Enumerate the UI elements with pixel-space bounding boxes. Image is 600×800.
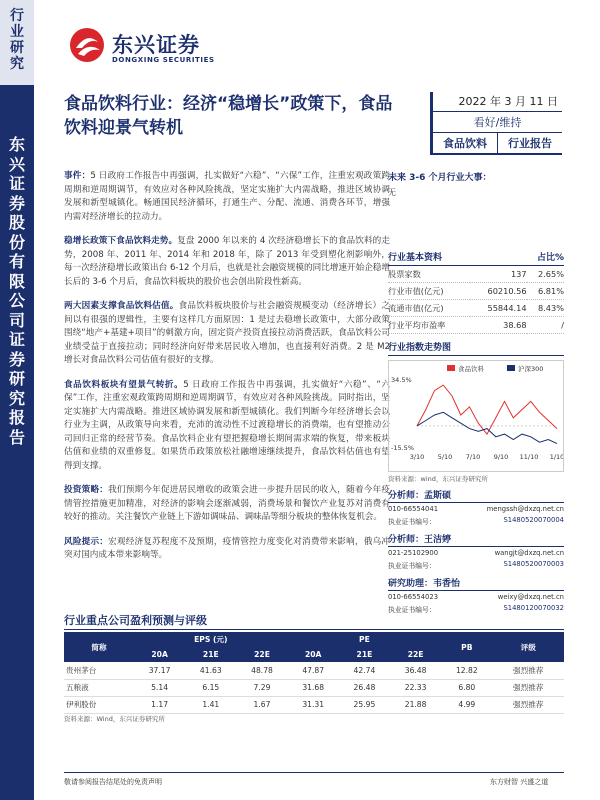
paragraph-lead: 食品饮料板块有望景气转折。 [64, 379, 184, 390]
x-tick-label: 9/10 [493, 453, 509, 461]
analyst-1-title: 分析师：孟斯硕 [388, 488, 564, 503]
paragraph-text: 食品饮料板块股价与社会融资规模变动（经济增长）之间以有很强的逻辑性，主要有这样几方面原因：1 是过去稳增长政策中，大部分政策围绕“地产+基建+项目”的刺激方向，固定资产投资直接拉动消费活跃，食品饮料公司业绩受益于直接拉动；同时经济向好带来居民收入增加，也直接利好消费。2 是 M2 增长对食品饮料公司估值有很好的支撑。 [64, 301, 390, 365]
body-paragraph [64, 300, 390, 368]
x-tick-label: 1/10 [549, 453, 563, 461]
analyst-2-contact: 021-25102900 wangjt@dxzq.net.cn [388, 548, 564, 557]
paragraph-lead: 风险提示： [64, 536, 109, 547]
left-sidebar-strip [0, 0, 34, 800]
y-tick-label: -15.5% [391, 444, 414, 452]
body-paragraph [64, 170, 390, 224]
report-info-box [430, 92, 562, 155]
legend-label: 沪深300 [518, 365, 544, 373]
basics-table [388, 266, 564, 334]
analyst-2-title: 分析师：王洁婷 [388, 532, 564, 547]
series-line-1 [417, 412, 557, 443]
paragraph-lead: 投资策略： [64, 485, 109, 495]
analyst-3-cert: 执业证书编号： S1480120070032 [388, 603, 564, 614]
paragraph-lead: 稳增长政策下食品饮料走势。 [64, 236, 178, 246]
basics-row: 行业平均市盈率 38.68 / [388, 317, 564, 334]
forecast-table-source: 资料来源：Wind，东兴证券研究所 [64, 715, 165, 723]
sidebar-top-label: 行业研究 [10, 8, 24, 72]
table-row: 伊利股份 1.17 1.41 1.67 31.31 25.95 21.88 4.99 强烈推荐 [64, 696, 564, 713]
forecast-table-title: 行业重点公司盈利预测与评级 [64, 614, 207, 627]
basics-title: 行业基本资料 [388, 253, 443, 263]
analyst-3-title: 研究助理：韦香怡 [388, 576, 564, 591]
report-tags [430, 133, 562, 155]
events-value: 无 [388, 188, 396, 197]
x-tick-label: 5/10 [437, 453, 453, 461]
forecast-subheader-row: 20A 21E 22E 20A 21E 22E [64, 647, 564, 662]
basics-pct-header: 占比% [536, 253, 564, 263]
basics-header [388, 250, 564, 266]
legend-swatch [447, 365, 455, 371]
basics-row: 行业市值(亿元) 60210.56 6.81% [388, 283, 564, 300]
basics-row: 股票家数 137 2.65% [388, 266, 564, 283]
chart-title [388, 340, 564, 356]
report-date: 2022 年 3 月 11 日 [430, 92, 562, 112]
x-tick-label: 7/10 [465, 453, 481, 461]
report-type-tag: 行业报告 [497, 133, 562, 153]
report-body [64, 170, 390, 574]
events-title: 未来 3-6 个月行业大事： [388, 173, 492, 183]
sidebar-bottom-block [0, 85, 34, 800]
trend-chart-svg [389, 361, 563, 471]
report-title: 食品饮料行业：经济“稳增长”政策下，食品饮料迎景气转机 [64, 94, 393, 138]
logo-english-name: DONGXING SECURITIES [112, 56, 215, 64]
forecast-table [64, 632, 564, 714]
paragraph-lead: 事件： [64, 171, 91, 181]
index-trend-chart [388, 360, 564, 472]
body-paragraph [64, 379, 390, 474]
logo-chinese-name: 东兴证券 [112, 33, 200, 57]
table-row: 五粮液 5.14 6.15 7.29 31.68 26.48 22.33 6.80 强烈推荐 [64, 679, 564, 696]
footer-disclaimer: 敬请参阅报告结尾处的免责声明 [64, 778, 162, 786]
legend-label: 食品饮料 [458, 365, 484, 373]
paragraph-text: 5 日政府工作报告中再强调，扎实做好“六稳”、“六保”工作，注重宏观政策跨周期和逆周期调节，有效应对各种风险挑战。同时指出，坚定实施扩大内需战略。推进区域协调发展和新型城镇化。我们判断今年经济增长会以行业为主调，从政策导向来看，充沛的流动性不过渡稳增长的消费端，也有望推动公司回归正常的经营节奏。食品饮料企业有望把握稳增长期间需求端的恢复，带来板块估值和业绩的双重修复。如果货币政策放松社融增速继续提升，食品饮料估值也有望得到支撑。 [64, 379, 390, 471]
industry-tag: 食品饮料 [443, 137, 487, 150]
body-paragraph [64, 536, 390, 563]
paragraph-text: 复盘 2000 年以来的 4 次经济稳增长下的食品饮料的走势，2008 年、2011 年、2014 年和 2018 年，除了 2013 年受到塑化剂影响外，每一次经济稳增长政策出台 6-12 个月后，也就是社会融资规模的同比增速开始企稳增长后的 3-6 个月后，食品饮料板块的股价也会创出阶段性新高。 [64, 236, 390, 287]
sidebar-top-block [0, 0, 34, 85]
body-paragraph [64, 235, 390, 289]
series-line-0 [417, 385, 557, 434]
chart-title-text: 行业指数走势图 [388, 343, 452, 353]
x-tick-label: 11/10 [519, 453, 539, 461]
analyst-2-cert: 执业证书编号： S1480520070003 [388, 559, 564, 570]
chart-source: 资料来源：wind，东兴证券研究所 [388, 475, 488, 483]
table-row: 贵州茅台 37.17 41.63 48.78 47.87 42.74 36.48 12.82 强烈推荐 [64, 662, 564, 679]
forecast-header-row: 简称 EPS (元) PE PB 评级 [64, 632, 564, 647]
analyst-3-contact: 010-66554023 weixy@dxzq.net.cn [388, 592, 564, 601]
x-tick-label: 3/10 [409, 453, 425, 461]
report-rating: 看好/维持 [430, 112, 562, 133]
footer-rule [64, 772, 564, 773]
paragraph-lead: 两大因素支撑食品饮料估值。 [64, 301, 179, 311]
analyst-1-contact: 010-66554041 mengssh@dxzq.net.cn [388, 504, 564, 513]
legend-swatch [507, 365, 515, 371]
logo-mark-icon [68, 26, 106, 64]
footer-slogan: 东方财智 兴盛之道 [490, 778, 549, 786]
forecast-table-rule [64, 629, 564, 630]
right-column [388, 170, 564, 615]
paragraph-text: 5 日政府工作报告中再强调，扎实做好“六稳”、“六保”工作，注重宏观政策跨周期和逆周期调节，有效应对各种风险挑战，坚定实施扩大内需战略，推进区域协调发展和新型城镇化。畅通国民经济循环，打通生产、分配、流通、消费各环节，增强内需对经济增长的拉动力。 [64, 171, 390, 222]
body-paragraph [64, 484, 390, 525]
paragraph-text: 我们预期今年促进居民增收的政策会进一步提升居民的收入，随着今年疫情管控措施更加精准，对经济的影响会逐渐减弱，消费场景和餐饮产业复苏对消费有较好的推动。关注餐饮产业链上下游如调味品、调味品等细分板块的整体恢复机会。 [64, 485, 390, 522]
sidebar-bottom-label: 东兴证券股份有限公司证券研究报告 [8, 135, 25, 447]
analyst-1-cert: 执业证书编号： S1480520070004 [388, 515, 564, 526]
basics-row: 流通市值(亿元) 55844.14 8.43% [388, 300, 564, 317]
paragraph-text: 宏观经济复苏程度不及预期，疫情管控力度变化对消费带来影响，俄乌冲突对国内成本带来影响等。 [64, 536, 390, 560]
y-tick-label: 34.5% [391, 376, 412, 384]
